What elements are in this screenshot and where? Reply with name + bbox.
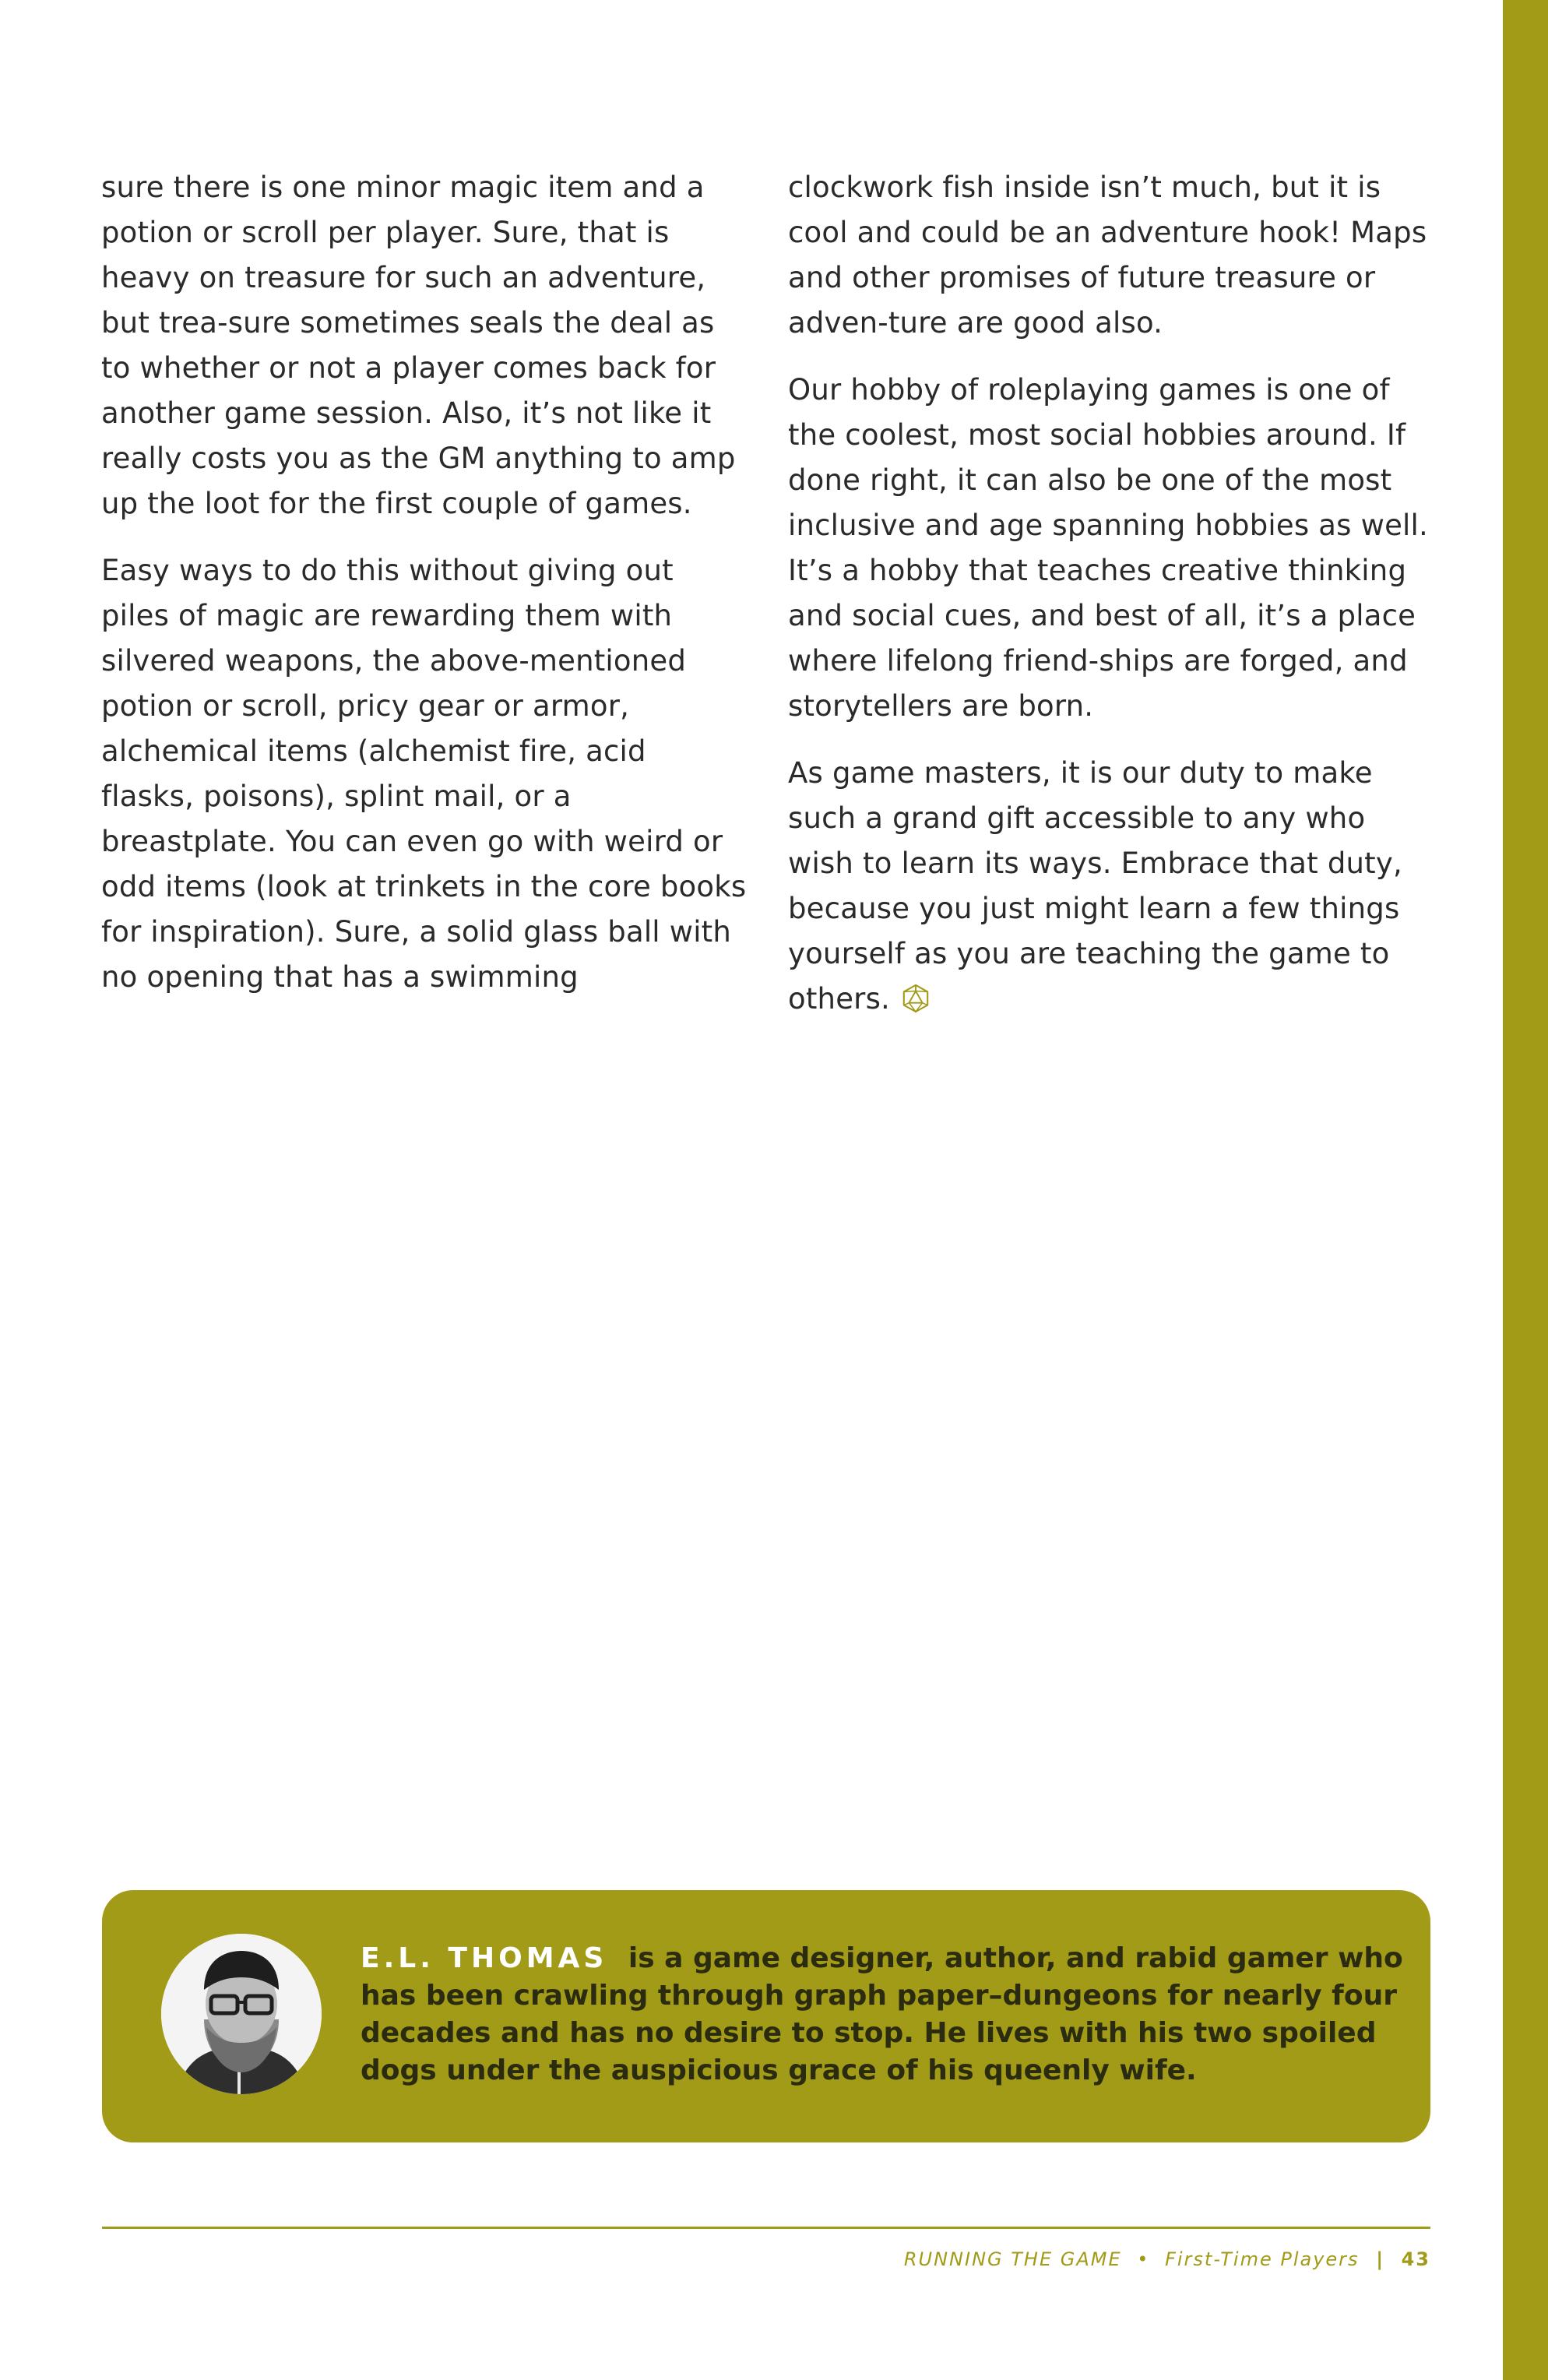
author-avatar: [161, 1934, 322, 2094]
author-photo: [161, 1934, 322, 2094]
d20-icon: [901, 984, 931, 1013]
footer-chapter: First-Time Players: [1165, 2248, 1360, 2270]
body-paragraph: clockwork fish inside isn’t much, but it is cool and could be an adventure hook! Maps and other promises of future treasure or adven-ture are good also.: [788, 171, 1427, 340]
side-accent-bar: [1503, 0, 1548, 2380]
left-column: [101, 165, 748, 1022]
page-number: 43: [1401, 2248, 1430, 2270]
author-bio-description: is a game designer, author, and rabid gamer who has been crawling through graph paper–dungeons for nearly four decades and has no desire to stop. He lives with his two spoiled dogs under the auspicious grace of his queenly wife.: [361, 1942, 1403, 2086]
footer-divider: [102, 2227, 1430, 2229]
body-paragraph-final: [788, 751, 1434, 1022]
body-paragraph: Easy ways to do this without giving out piles of magic are rewarding them with silvered weapons, the above-mentioned potion or scroll, pricy gear or armor, alchemical items (alchemist fire, acid flasks, poisons), splint mail, or a breastplate. You can even go with weird or odd items (look at trinkets in the core books for inspiration). Sure, a solid glass ball with no opening that has a swimming: [101, 554, 747, 994]
right-column: [788, 165, 1434, 1044]
footer-divider-mark: |: [1376, 2248, 1384, 2270]
author-bio-text: [361, 1940, 1404, 2090]
footer-separator: •: [1137, 2248, 1150, 2270]
author-name: E.L. THOMAS: [361, 1942, 608, 1974]
author-bio-box: [102, 1890, 1430, 2142]
footer-section: RUNNING THE GAME: [903, 2248, 1122, 2270]
body-paragraph: sure there is one minor magic item and a potion or scroll per player. Sure, that is heavy on treasure for such an adventure, but trea-sure sometimes seals the deal as to whether or not a player comes back for another game session. Also, it’s not like it really costs you as the GM anything to amp up the loot for the first couple of games.: [101, 171, 736, 520]
body-paragraph: Our hobby of roleplaying games is one of the coolest, most social hobbies around. If done right, it can also be one of the most inclusive and age spanning hobbies as well. It’s a hobby that teaches creative thinking and social cues, and best of all, it’s a place where lifelong friend-ships are forged, and storytellers are born.: [788, 373, 1428, 723]
body-paragraph-text: As game masters, it is our duty to make such a grand gift accessible to any who wish to learn its ways. Embrace that duty, because you just might learn a few things yourself as you are teaching the game to others.: [788, 756, 1402, 1016]
page-footer: [904, 2248, 1430, 2270]
